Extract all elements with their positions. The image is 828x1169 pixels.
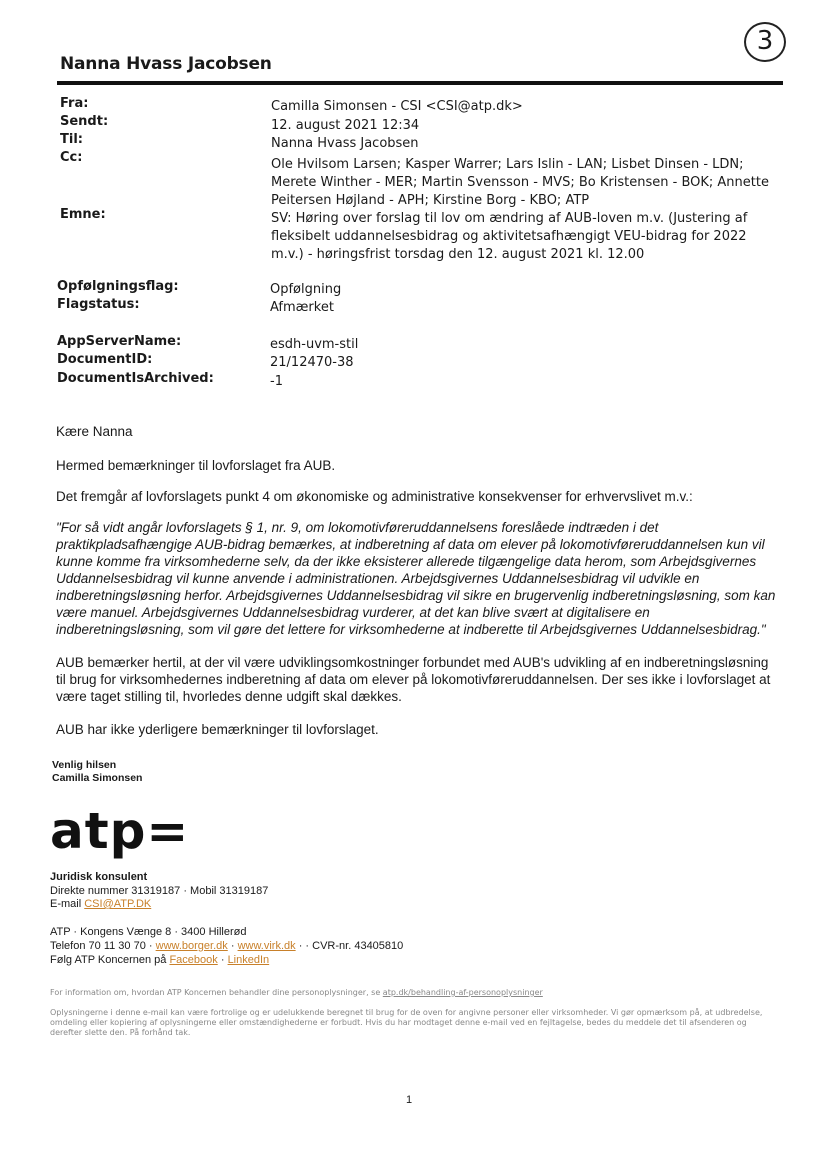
paragraph-4: AUB har ikke yderligere bemærkninger til lovforslaget. [56, 722, 379, 737]
mailbox-owner-name: Nanna Hvass Jacobsen [60, 54, 272, 74]
email-body [56, 423, 776, 738]
to-label: Til: [60, 132, 83, 147]
documentid-value: 21/12470-38 [270, 355, 354, 370]
facebook-link[interactable]: Facebook [169, 954, 218, 966]
archived-value: -1 [270, 374, 283, 389]
linkedin-link[interactable]: LinkedIn [227, 954, 270, 966]
privacy-note [50, 988, 770, 998]
address-line: ATP · Kongens Vænge 8 · 3400 Hillerød [50, 926, 247, 938]
flag-value: Opfølgning [270, 282, 342, 297]
separator: · [183, 885, 187, 897]
sent-label: Sendt: [60, 114, 109, 129]
borger-link[interactable]: www.borger.dk [155, 940, 228, 952]
cvr-number: CVR-nr. 43405810 [312, 940, 404, 952]
page-number-stamp: 3 [744, 22, 786, 62]
flag-label: Opfølgningsflag: [57, 279, 179, 294]
closing: Venlig hilsen [52, 759, 117, 771]
flagstatus-label: Flagstatus: [57, 297, 140, 312]
email-line [50, 897, 151, 912]
direct-number: Direkte nummer 31319187 [50, 885, 181, 897]
atp-logo: atp= [50, 802, 190, 860]
header-rule [57, 81, 783, 85]
follow-text: Følg ATP Koncernen på [50, 954, 167, 966]
privacy-text: For information om, hvordan ATP Koncernen behandler dine personoplysninger, se [50, 988, 381, 997]
archived-label: DocumentIsArchived: [57, 371, 214, 386]
confidentiality-note: Oplysningerne i denne e-mail kan være fortrolige og er udelukkende beregnet til brug for de oven for angivne personer eller virksomheder. Vi gør opmærksom på, at udbredelse, omdeling eller kopiering af oplysningerne eller omstændighederne er forbudt. Hvis du har modtaget denne e-mail ved en fejltagelse, bedes du meddele det til afsenderen og derefter slette den. På forhånd tak. [50, 1008, 763, 1037]
separator: · · [298, 940, 310, 952]
paragraph-1: Hermed bemærkninger til lovforslaget fra AUB. [56, 458, 336, 473]
paragraph-3: AUB bemærker hertil, at der vil være udviklingsomkostninger forbundet med AUB's udvikling af en indberetningsløsning til brug for virksomhedernes indberetning af data om elever på lokomotivføreruddannelsen. Der ses ikke i lovforslaget at være taget stilling til, hvorledes denne udgift skal dækkes. [56, 655, 771, 704]
sent-value: 12. august 2021 12:34 [271, 118, 420, 133]
sender-name: Camilla Simonsen [52, 772, 143, 784]
documentid-label: DocumentID: [57, 352, 153, 367]
privacy-link[interactable]: atp.dk/behandling-af-personoplysninger [382, 988, 543, 997]
to-value: Nanna Hvass Jacobsen [271, 136, 419, 151]
social-line [50, 953, 269, 968]
contact-line [50, 939, 403, 954]
cc-label: Cc: [60, 150, 83, 165]
virk-link[interactable]: www.virk.dk [237, 940, 296, 952]
from-label: Fra: [60, 96, 89, 111]
email-label: E-mail [50, 898, 82, 910]
greeting: Kære Nanna [56, 424, 133, 439]
subject-label: Emne: [60, 207, 106, 222]
page-number: 1 [406, 1094, 413, 1106]
appserver-value: esdh-uvm-stil [270, 337, 359, 352]
job-title: Juridisk konsulent [50, 871, 148, 883]
separator: · [148, 940, 153, 952]
separator: · [220, 954, 225, 966]
separator: · [230, 940, 235, 952]
paragraph-2: Det fremgår af lovforslagets punkt 4 om økonomiske og administrative konsekvenser for erhvervslivet m.v.: [56, 489, 693, 504]
email-link[interactable]: CSI@ATP.DK [84, 898, 152, 910]
appserver-label: AppServerName: [57, 334, 182, 349]
cc-value: Ole Hvilsom Larsen; Kasper Warrer; Lars Islin - LAN; Lisbet Dinsen - LDN; Merete Winther - MER; Martin Svensson - MVS; Bo Kristensen - BOK; Annette Peitersen Højland - APH; Kirstine Borg - KBO; ATP [271, 157, 769, 208]
from-value: Camilla Simonsen - CSI <CSI@atp.dk> [271, 99, 523, 114]
mobile-number: Mobil 31319187 [190, 885, 269, 897]
subject-value: SV: Høring over forslag til lov om ændring af AUB-loven m.v. (Justering af fleksibelt uddannelsesbidrag og aktivitetsafhængigt VEU-bidrag for 2022 m.v.) - høringsfrist torsdag den 12. august 2021 kl. 12.00 [271, 211, 748, 262]
flagstatus-value: Afmærket [270, 300, 334, 315]
quoted-passage: "For så vidt angår lovforslagets § 1, nr. 9, om lokomotivføreruddannelsens foreslåede indtræden i det praktikpladsafhængige AUB-bidrag bemærkes, at indberetning af data om elever på lokomotivføreruddannelsen kun vil kunne komme fra virksomhederne selv, da der ikke eksisterer allerede tilgængelige data herom, som Arbejdsgivernes Uddannelsesbidrag vil kunne anvende i administrationen. Arbejdsgivernes Uddannelsesbidrag vil udvikle en indberetningsløsning herfor. Arbejdsgivernes Uddannelsesbidrag vil sikre en brugervenlig indberetningsløsning, som kan være manuel. Arbejdsgivernes Uddannelsesbidrag vurderer, at det kan blive svært at digitalisere en indberetningsløsning, som vil gøre det lettere for virksomhederne at indberette til Arbejdsgivernes Uddannelsesbidrag." [56, 520, 776, 637]
phone-number: Telefon 70 11 30 70 [50, 940, 146, 952]
